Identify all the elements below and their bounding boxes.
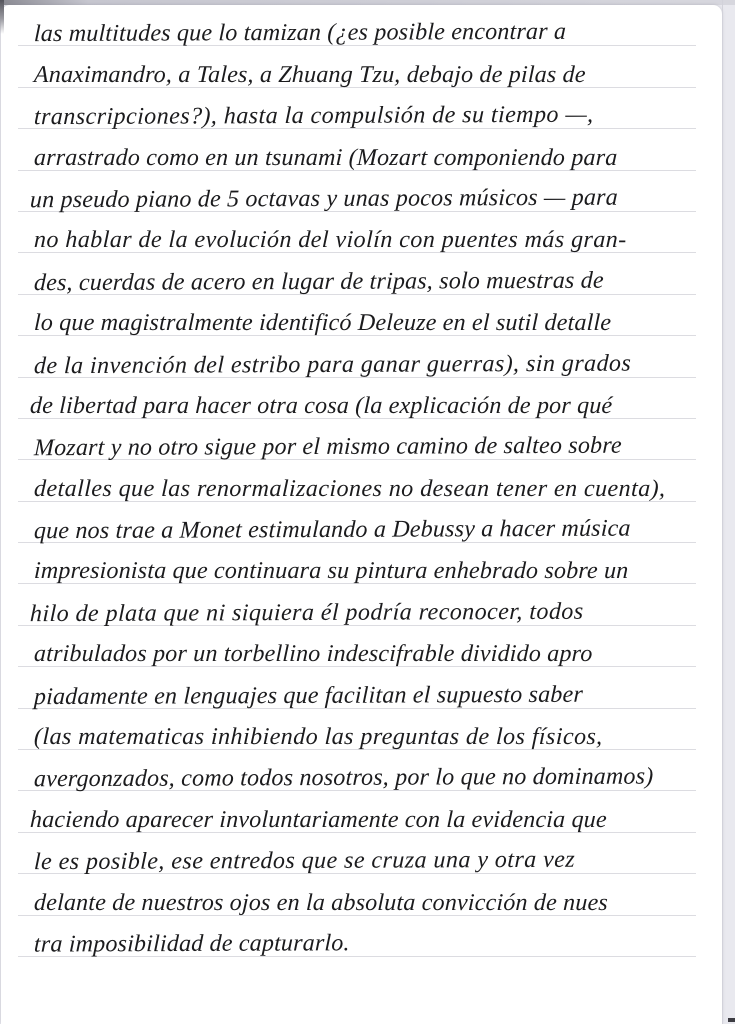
- notebook-page: [1, 5, 722, 1024]
- handwritten-line: [1, 460, 722, 501]
- handwritten-line: [1, 709, 722, 750]
- handwritten-text: atribulados por un torbellino indescifrable dividido apro: [33, 641, 593, 668]
- page-edge-shadow: [0, 0, 4, 34]
- handwritten-line: [1, 419, 722, 460]
- handwritten-text: haciendo aparecer involuntariamente con la evidencia que: [29, 806, 608, 833]
- handwritten-text: de libertad para hacer otra cosa (la explicación de por qué: [29, 392, 613, 419]
- handwritten-line: [1, 378, 722, 419]
- handwritten-line: [1, 833, 722, 874]
- handwritten-text: delante de nuestros ojos en la absoluta convicción de nues: [33, 889, 609, 916]
- handwritten-line: [1, 88, 722, 129]
- handwritten-text: hilo de plata que ni siquiera él podría reconocer, todos: [29, 598, 585, 628]
- handwritten-line: [1, 750, 722, 791]
- handwritten-text: de la invención del estribo para ganar guerras), sin grados: [33, 350, 632, 379]
- handwritten-text: Mozart y no otro sigue por el mismo camino de salteo sobre: [33, 432, 623, 462]
- handwritten-text: le es posible, ese entredos que se cruza una y otra vez: [33, 846, 576, 876]
- corner-artifact: [728, 1018, 735, 1022]
- handwritten-line: [1, 171, 722, 212]
- handwritten-text: las multitudes que lo tamizan (¿es posible encontrar a: [33, 19, 567, 48]
- handwritten-text: detalles que las renormalizaciones no desean tener en cuenta),: [33, 475, 667, 502]
- handwritten-line: [1, 667, 722, 708]
- handwritten-line: [1, 791, 722, 832]
- handwritten-line: [1, 212, 722, 253]
- handwritten-text: transcripciones?), hasta la compulsión de su tiempo —,: [33, 101, 595, 131]
- handwritten-line: [1, 626, 722, 667]
- handwritten-text: que nos trae a Monet estimulando a Debussy a hacer música: [33, 515, 632, 545]
- handwritten-text: impresionista que continuara su pintura enhebrado sobre un: [33, 558, 629, 585]
- handwritten-line: [1, 129, 722, 170]
- handwritten-text: no hablar de la evolución del violín con puentes más gran-: [33, 227, 628, 254]
- handwritten-line: [1, 502, 722, 543]
- handwritten-text: des, cuerdas de acero en lugar de tripas, solo muestras de: [33, 267, 605, 296]
- handwritten-text: avergonzados, como todos nosotros, por lo que no dominamos): [33, 763, 654, 793]
- handwritten-line: [1, 295, 722, 336]
- handwritten-text: un pseudo piano de 5 octavas y unas pocos músicos — para: [29, 184, 619, 214]
- handwritten-line: [1, 253, 722, 294]
- handwritten-text: Anaximandro, a Tales, a Zhuang Tzu, debajo de pilas de: [33, 61, 587, 88]
- handwritten-line: [1, 46, 722, 87]
- handwritten-text: lo que magistralmente identificó Deleuze en el sutil detalle: [33, 310, 612, 337]
- handwritten-text: piadamente en lenguajes que facilitan el supuesto saber: [33, 681, 584, 710]
- handwritten-lines: [1, 5, 722, 957]
- handwritten-line: [1, 543, 722, 584]
- handwritten-line: [1, 5, 722, 46]
- handwritten-line: [1, 874, 722, 915]
- handwritten-text: tra imposibilidad de capturarlo.: [33, 930, 351, 958]
- handwritten-text: (las matematicas inhibiendo las preguntas de los físicos,: [33, 724, 604, 751]
- handwritten-line: [1, 584, 722, 628]
- handwritten-text: arrastrado como en un tsunami (Mozart componiendo para: [33, 144, 618, 171]
- backdrop-right-seam: [722, 0, 723, 1024]
- handwritten-line: [1, 336, 722, 377]
- handwritten-line: [1, 916, 722, 957]
